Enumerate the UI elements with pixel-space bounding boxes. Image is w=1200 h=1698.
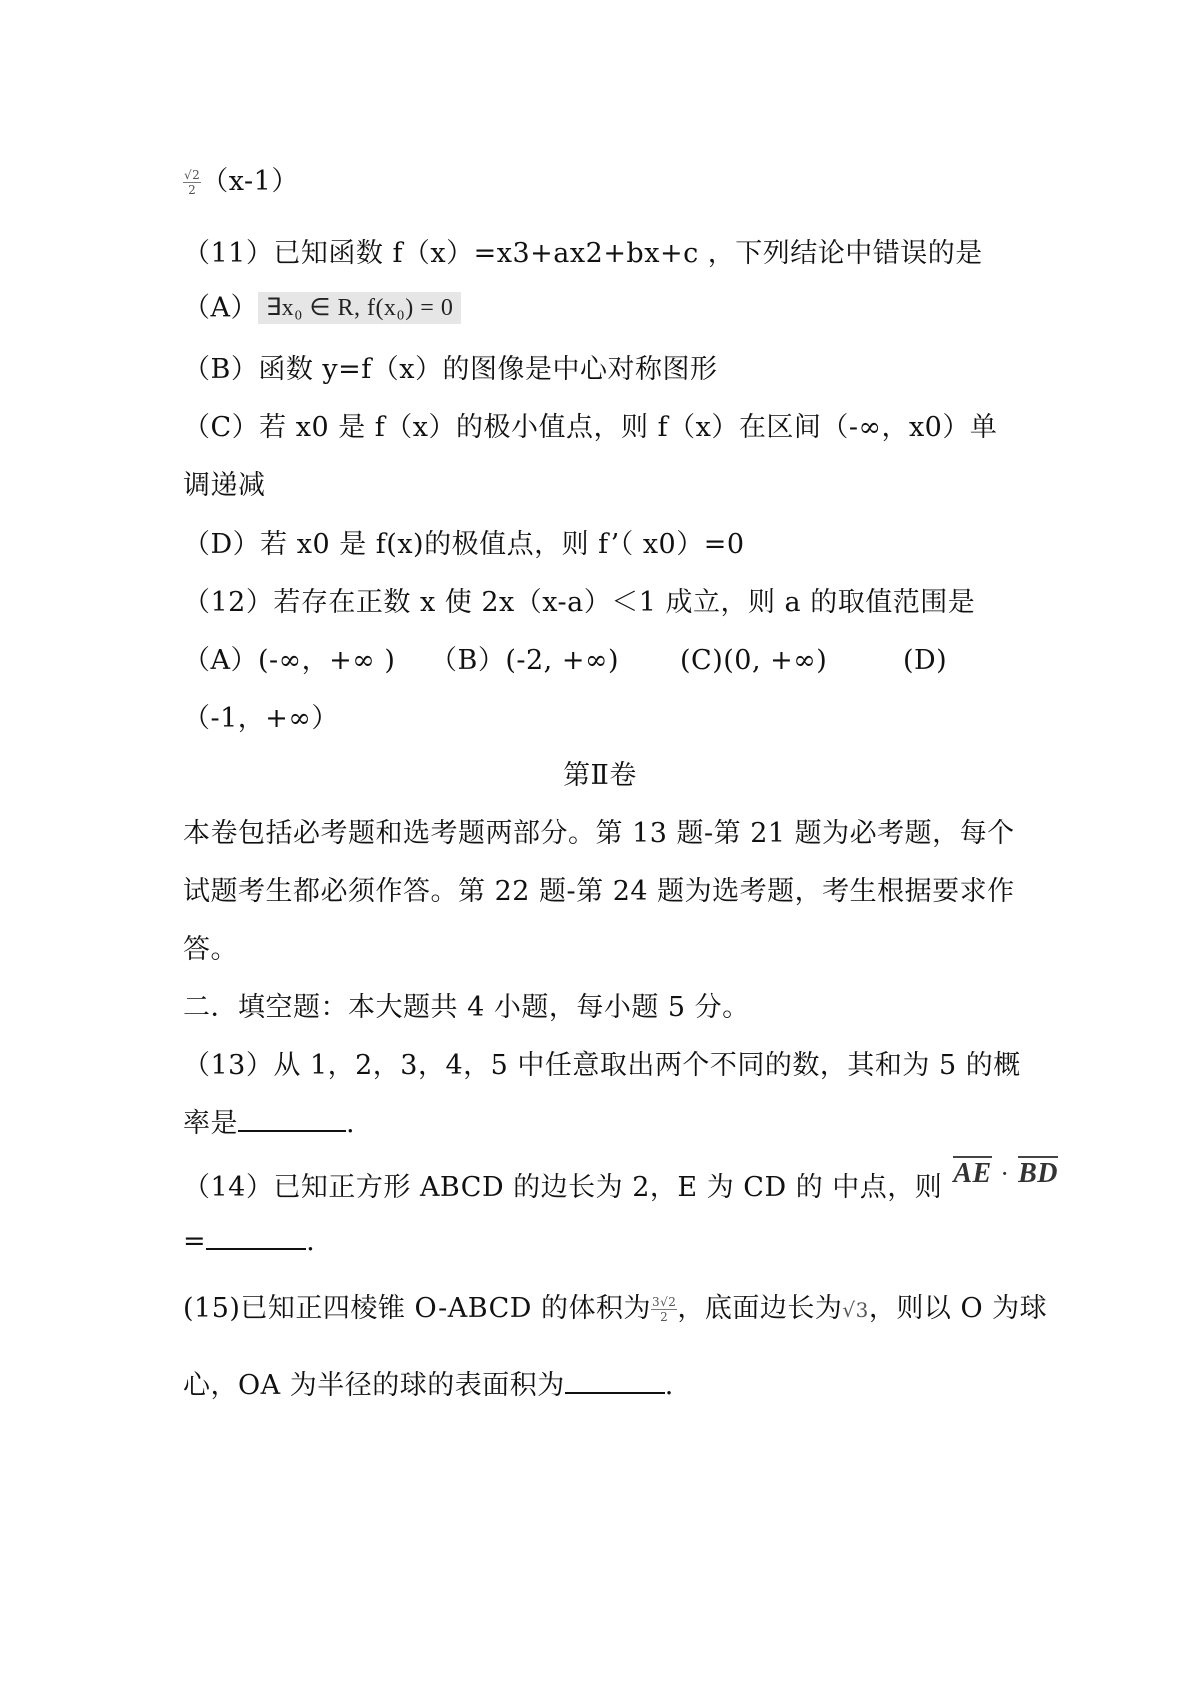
answer-blank	[206, 1247, 306, 1250]
question-14-line2: = .	[183, 1226, 316, 1257]
question-15-line1: (15)已知正四棱锥 O-ABCD 的体积为 $\frac{3√2}{2}$ ，底面边长为√3，则以 O 为球	[183, 1293, 1048, 1324]
question-11-option-a: （A） ∃x₀ ∈ R, f(x₀) = 0	[183, 292, 461, 324]
section-intro-line2: 试题考生都必须作答。第 22 题-第 24 题为选考题，考生根据要求作	[183, 876, 1015, 907]
section-title: 第Ⅱ卷	[563, 760, 637, 791]
line-prev-answer: $\frac{√2}{2}$ （x-1）	[184, 166, 299, 197]
question-13-line2: 率是 .	[183, 1108, 356, 1139]
question-12-option-b: （B）(-2, +∞)	[430, 645, 619, 676]
question-11-option-c-line1: （C）若 x0 是 f（x）的极小值点，则 f（x）在区间（-∞，x0）单	[183, 412, 998, 443]
section-intro-line3: 答。	[183, 934, 238, 965]
fraction-3sqrt2-over-2: $\frac{3√2}{2}$	[651, 1295, 677, 1324]
vector-dot-product: AE · BD	[953, 1158, 1058, 1189]
question-12-option-a: （A）(-∞，+∞ )	[183, 645, 396, 676]
question-12-option-d-label: (D)	[903, 645, 948, 676]
question-12: （12）若存在正数 x 使 2x（x-a）＜1 成立，则 a 的取值范围是	[183, 587, 976, 618]
section-intro-line1: 本卷包括必考题和选考题两部分。第 13 题-第 21 题为必考题，每个	[183, 818, 1015, 849]
question-13-line1: （13）从 1，2，3，4，5 中任意取出两个不同的数，其和为 5 的概	[183, 1050, 1021, 1081]
question-12-option-c: (C)(0, +∞)	[680, 645, 828, 676]
answer-blank	[565, 1391, 665, 1394]
question-14-line1: （14）已知正方形 ABCD 的边长为 2，E 为 CD 的 中点，则 AE · BD	[183, 1158, 1058, 1203]
question-15-line2: 心，OA 为半径的球的表面积为 .	[183, 1370, 674, 1401]
option-a-formula-image: ∃x₀ ∈ R, f(x₀) = 0	[258, 292, 461, 324]
part-two-heading: 二．填空题：本大题共 4 小题，每小题 5 分。	[183, 992, 750, 1023]
question-11-option-d: （D）若 x0 是 f(x)的极值点，则 f’（ x0）=0	[183, 529, 745, 560]
question-12-option-d-value: （-1，+∞）	[183, 703, 339, 734]
question-11-option-c-line2: 调递减	[183, 470, 266, 501]
fraction-sqrt2-over-2: $\frac{√2}{2}$	[184, 168, 201, 197]
question-11: （11）已知函数 f（x）=x3+ax2+bx+c ，下列结论中错误的是	[183, 238, 983, 269]
vector-bd: BD	[1018, 1158, 1058, 1189]
vector-ae: AE	[953, 1158, 992, 1189]
sqrt-3: √3	[842, 1298, 869, 1322]
question-11-option-b: （B）函数 y=f（x）的图像是中心对称图形	[183, 354, 718, 385]
answer-blank	[238, 1129, 346, 1132]
